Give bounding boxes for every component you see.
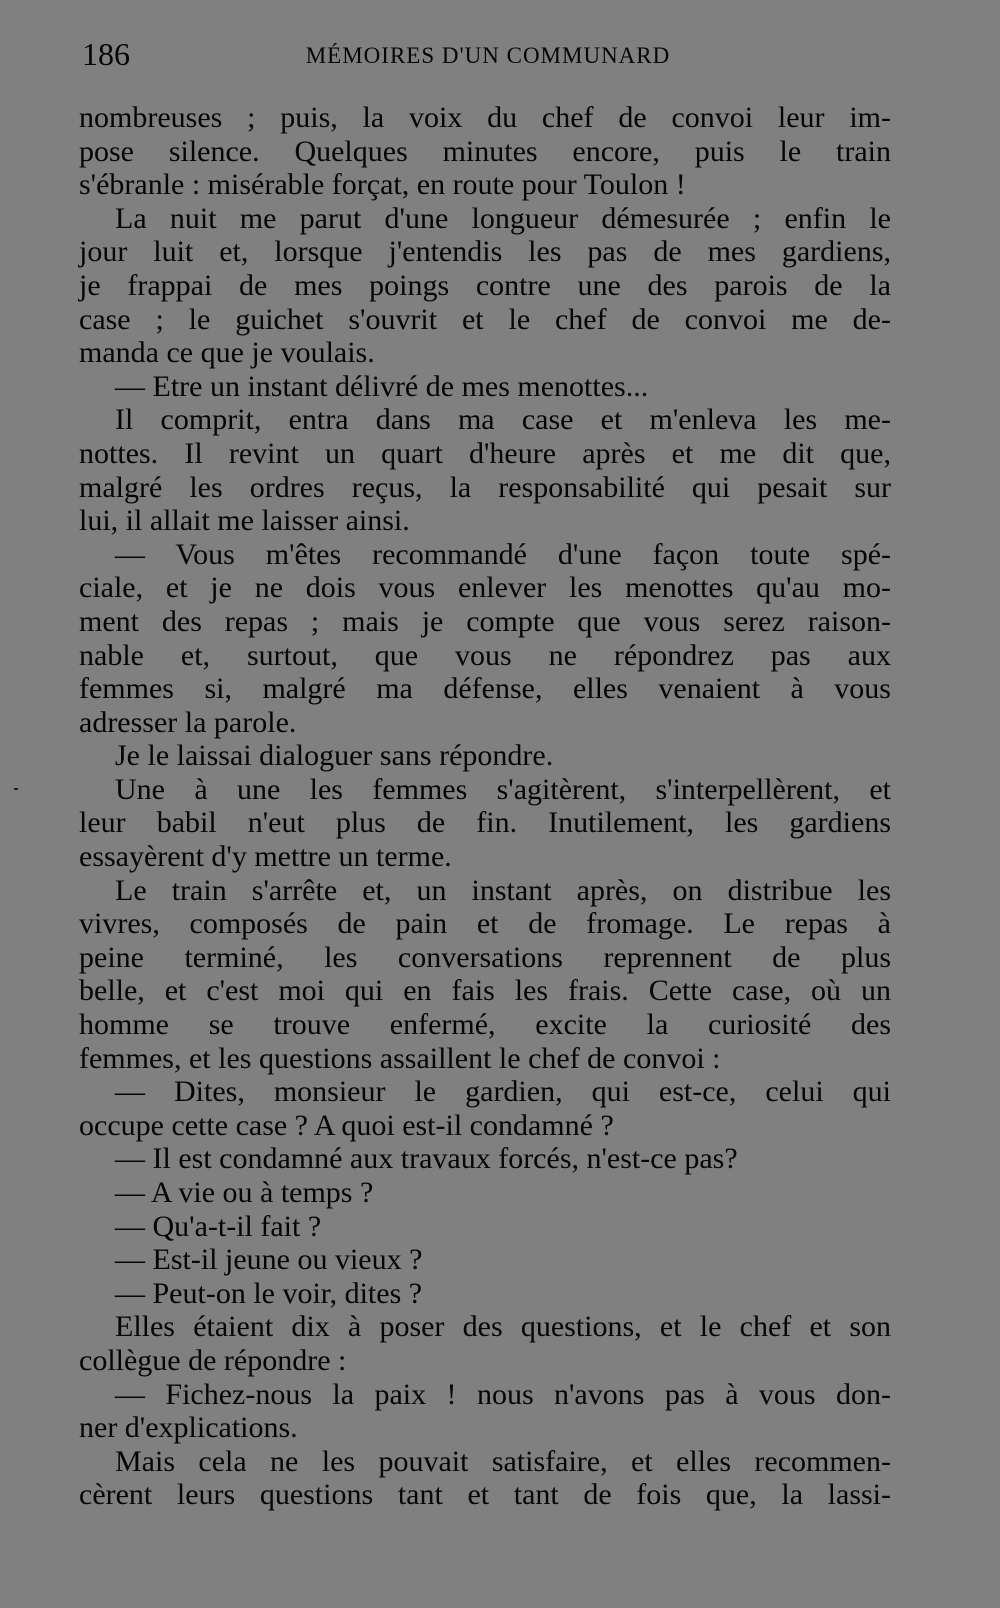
text-line: La nuit me parut d'une longueur démesurée ; enfin le [115,201,891,235]
text-line: ner d'explications. [79,1411,298,1445]
text-line: peine terminé, les conversations reprennent de plus [79,940,891,974]
text-line: — Il est condamné aux travaux forcés, n'est-ce pas? [115,1142,738,1176]
text-line: — Est-il jeune ou vieux ? [115,1243,423,1277]
text-line: Une à une les femmes s'agitèrent, s'interpellèrent, et [115,772,891,806]
body-text [79,101,891,1512]
text-line: case ; le guichet s'ouvrit et le chef de convoi me de- [79,302,891,336]
text-line: Mais cela ne les pouvait satisfaire, et elles recommen- [115,1444,891,1478]
scan-speck [14,788,18,790]
text-line: cèrent leurs questions tant et tant de fois que, la lassi- [79,1478,891,1512]
text-line: — A vie ou à temps ? [115,1176,374,1209]
text-line: vivres, composés de pain et de fromage. Le repas à [79,907,891,941]
text-line: leur babil n'eut plus de fin. Inutilement, les gardiens [79,806,891,840]
page-header [82,34,894,74]
text-line: femmes, et les questions assaillent le chef de convoi : [79,1041,721,1075]
text-line: Elles étaient dix à poser des questions, et le chef et son [115,1310,891,1344]
text-line: malgré les ordres reçus, la responsabilité qui pesait sur [79,470,891,504]
text-line: ment des repas ; mais je compte que vous serez raison- [79,604,891,638]
text-line: — Vous m'êtes recommandé d'une façon toute spé- [115,537,891,571]
text-line: — Fichez-nous la paix ! nous n'avons pas à vous don- [115,1377,891,1411]
text-line: nable et, surtout, que vous ne répondrez pas aux [79,638,891,672]
running-title: MÉMOIRES D'UN COMMUNARD [305,43,671,68]
text-line: occupe cette case ? A quoi est-il condamné ? [79,1108,614,1142]
text-line: jour luit et, lorsque j'entendis les pas de mes gardiens, [79,235,891,269]
text-line: essayèrent d'y mettre un terme. [79,840,452,874]
text-line: — Etre un instant délivré de mes menottes... [115,369,649,403]
text-line: — Peut-on le voir, dites ? [115,1276,423,1310]
text-line: femmes si, malgré ma défense, elles venaient à vous [79,672,891,706]
text-line: Je le laissai dialoguer sans répondre. [115,739,554,773]
text-line: s'ébranle : misérable forçat, en route pour Toulon ! [79,168,686,202]
text-line: homme se trouve enfermé, excite la curiosité des [79,1008,891,1042]
text-line: lui, il allait me laisser ainsi. [79,504,410,538]
text-line: Il comprit, entra dans ma case et m'enleva les me- [115,403,891,437]
text-line: belle, et c'est moi qui en fais les frais. Cette case, où un [79,974,891,1008]
text-line: Le train s'arrête et, un instant après, on distribue les [115,873,891,907]
text-line: ciale, et je ne dois vous enlever les menottes qu'au mo- [79,571,891,605]
text-line: nottes. Il revint un quart d'heure après et me dit que, [79,436,891,470]
text-line: adresser la parole. [79,705,297,739]
text-line: pose silence. Quelques minutes encore, puis le train [79,134,891,168]
text-line: je frappai de mes poings contre une des parois de la [79,268,891,302]
page-number: 186 [82,36,130,72]
text-line: collègue de répondre : [79,1343,347,1377]
text-line: manda ce que je voulais. [79,336,375,370]
text-line: — Dites, monsieur le gardien, qui est-ce, celui qui [115,1075,891,1109]
text-line: nombreuses ; puis, la voix du chef de convoi leur im- [79,101,891,134]
text-line: — Qu'a-t-il fait ? [115,1209,322,1243]
